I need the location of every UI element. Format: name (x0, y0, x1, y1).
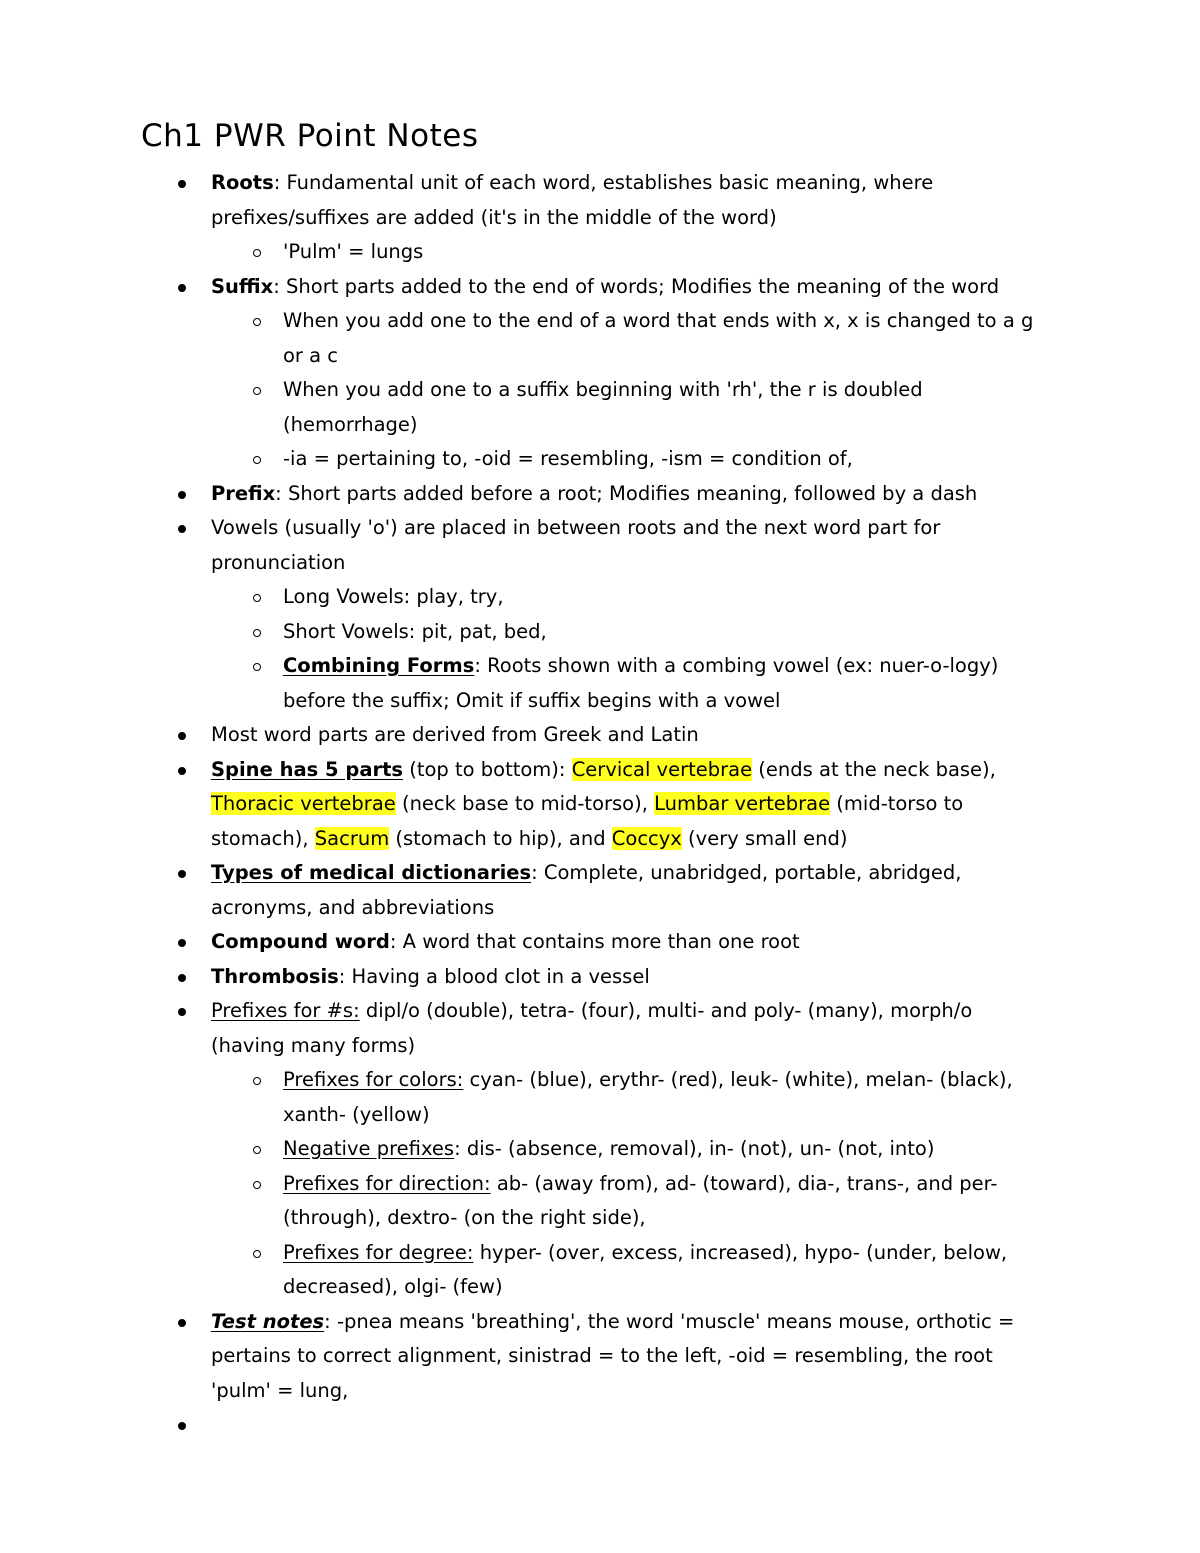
sublist-text: When you add one to a suffix beginning with 'rh', the r is doubled (hemorrhage) (283, 378, 923, 436)
label-direction: Prefixes for direction: (283, 1171, 491, 1195)
sublist-text: 'Pulm' = lungs (283, 240, 424, 263)
highlight-coccyx: Coccyx (611, 826, 682, 850)
circle-bullet-icon (253, 629, 261, 637)
bullet-icon (178, 284, 186, 292)
test-text: : -pnea means 'breathing', the word 'muscle' means mouse, orthotic = pertains to correct alignment, sinistrad = to the left, -oid = resembling, the root 'pulm' = lung, (211, 1309, 1015, 1402)
circle-bullet-icon (253, 318, 261, 326)
circle-bullet-icon (253, 1077, 261, 1085)
sublist-suffix (211, 304, 1050, 477)
circle-bullet-icon (253, 1181, 261, 1189)
term-prefix: Prefix (211, 481, 276, 505)
bullet-icon (178, 1008, 186, 1016)
list-item-compound (0, 925, 1200, 960)
term-compound: Compound word (211, 930, 390, 953)
sublist-roots (211, 235, 1050, 270)
highlight-sacrum: Sacrum (314, 826, 390, 850)
circle-bullet-icon (253, 387, 261, 395)
roots-definition: : Fundamental unit of each word, establishes basic meaning, where prefixes/suffixes are added (it's in the middle of the word) (211, 171, 934, 229)
spine-text: (ends at the neck base), (752, 757, 996, 781)
term-dictionaries: Types of medical dictionaries (211, 861, 532, 884)
list-item-thrombosis (0, 960, 1200, 995)
label-colors: Prefixes for colors: (283, 1068, 464, 1091)
vowels-text: Vowels (usually 'o') are placed in between roots and the next word part for pronunciation (211, 516, 941, 574)
bullet-icon (178, 1319, 186, 1327)
label-numbers: Prefixes for #s: (211, 999, 360, 1022)
circle-bullet-icon (253, 456, 261, 464)
bullet-icon (178, 525, 186, 533)
list-item-test-notes (0, 1305, 1200, 1409)
term-thrombosis: Thrombosis (211, 964, 339, 988)
suffix-definition: : Short parts added to the end of words; Modifies the meaning of the word (273, 274, 1000, 298)
dictionaries-text: : Complete, unabridged, portable, abridged, acronyms, and abbreviations (211, 861, 962, 919)
spine-text: (very small end) (681, 826, 848, 850)
page-title: Ch1 PWR Point Notes (141, 118, 479, 154)
sublist-text: : Roots shown with a combing vowel (ex: nuer-o-logy) before the suffix; Omit if suffix begins with a vowel (283, 654, 999, 712)
circle-bullet-icon (253, 1146, 261, 1154)
sublist-text: cyan- (blue), erythr- (red), leuk- (white), melan- (black), xanth- (yellow) (283, 1068, 1013, 1126)
list-item-empty (0, 1408, 1200, 1443)
sublist-text: hyper- (over, excess, increased), hypo- (under, below, decreased), olgi- (few) (283, 1240, 1008, 1298)
list-item-dictionaries (0, 856, 1200, 925)
term-combining-forms: Combining Forms (283, 654, 475, 677)
sublist-prefixes (211, 1063, 1050, 1305)
sublist-vowels (211, 580, 1050, 718)
origin-text: Most word parts are derived from Greek and Latin (211, 723, 699, 746)
sublist-item (211, 580, 1050, 615)
bullet-icon (178, 939, 186, 947)
list-item-origin (0, 718, 1200, 753)
numbers-text: dipl/o (double), tetra- (four), multi- and poly- (many), morph/o (having many forms) (211, 999, 973, 1057)
sublist-item (211, 649, 1050, 718)
sublist-item (211, 373, 1050, 442)
term-suffix: Suffix (211, 274, 274, 298)
spine-text: (mid-torso to stomach), (211, 792, 964, 850)
sublist-text: When you add one to the end of a word that ends with x, x is changed to a g or a c (283, 309, 1034, 367)
circle-bullet-icon (253, 663, 261, 671)
label-degree: Prefixes for degree: (283, 1240, 474, 1264)
notes-list (0, 166, 1200, 1443)
sublist-item (211, 442, 1050, 477)
bullet-icon (178, 974, 186, 982)
prefix-definition: : Short parts added before a root; Modifies meaning, followed by a dash (275, 481, 978, 505)
highlight-cervical: Cervical vertebrae (571, 757, 753, 781)
sublist-text: ab- (away from), ad- (toward), dia-, trans-, and per- (through), dextro- (on the right side), (283, 1171, 998, 1229)
list-item-vowels (0, 511, 1200, 718)
bullet-icon (178, 491, 186, 499)
spine-text: (stomach to hip), and (389, 826, 612, 850)
sublist-item (211, 1063, 1050, 1132)
list-item-prefix-numbers (0, 994, 1200, 1305)
list-item-spine (0, 753, 1200, 857)
bullet-icon (178, 732, 186, 740)
sublist-text: Long Vowels: play, try, (283, 585, 504, 608)
spine-text: (top to bottom): (403, 757, 572, 781)
highlight-thoracic: Thoracic vertebrae (211, 792, 396, 815)
term-test-notes: Test notes (211, 1309, 325, 1333)
bullet-icon (178, 870, 186, 878)
sublist-item (211, 615, 1050, 650)
thrombosis-text: : Having a blood clot in a vessel (338, 964, 650, 988)
spine-text: (neck base to mid-torso), (395, 792, 655, 815)
bullet-icon (178, 1422, 186, 1430)
label-negative: Negative prefixes (283, 1137, 455, 1160)
term-spine: Spine has 5 parts (211, 757, 404, 781)
circle-bullet-icon (253, 594, 261, 602)
sublist-item (211, 1236, 1050, 1305)
sublist-item (211, 235, 1050, 270)
sublist-text: -ia = pertaining to, -oid = resembling, -ism = condition of, (283, 447, 853, 470)
highlight-lumbar: Lumbar vertebrae (654, 792, 831, 815)
bullet-icon (178, 180, 186, 188)
sublist-item (211, 1167, 1050, 1236)
sublist-item (211, 304, 1050, 373)
circle-bullet-icon (253, 1250, 261, 1258)
sublist-text: : dis- (absence, removal), in- (not), un- (not, into) (454, 1137, 935, 1160)
list-item-roots (0, 166, 1200, 270)
sublist-text: Short Vowels: pit, pat, bed, (283, 619, 547, 643)
sublist-item (211, 1132, 1050, 1167)
term-roots: Roots (211, 171, 274, 194)
circle-bullet-icon (253, 249, 261, 257)
list-item-prefix (0, 477, 1200, 512)
compound-text: : A word that contains more than one root (389, 930, 800, 953)
bullet-icon (178, 767, 186, 775)
list-item-suffix (0, 270, 1200, 477)
